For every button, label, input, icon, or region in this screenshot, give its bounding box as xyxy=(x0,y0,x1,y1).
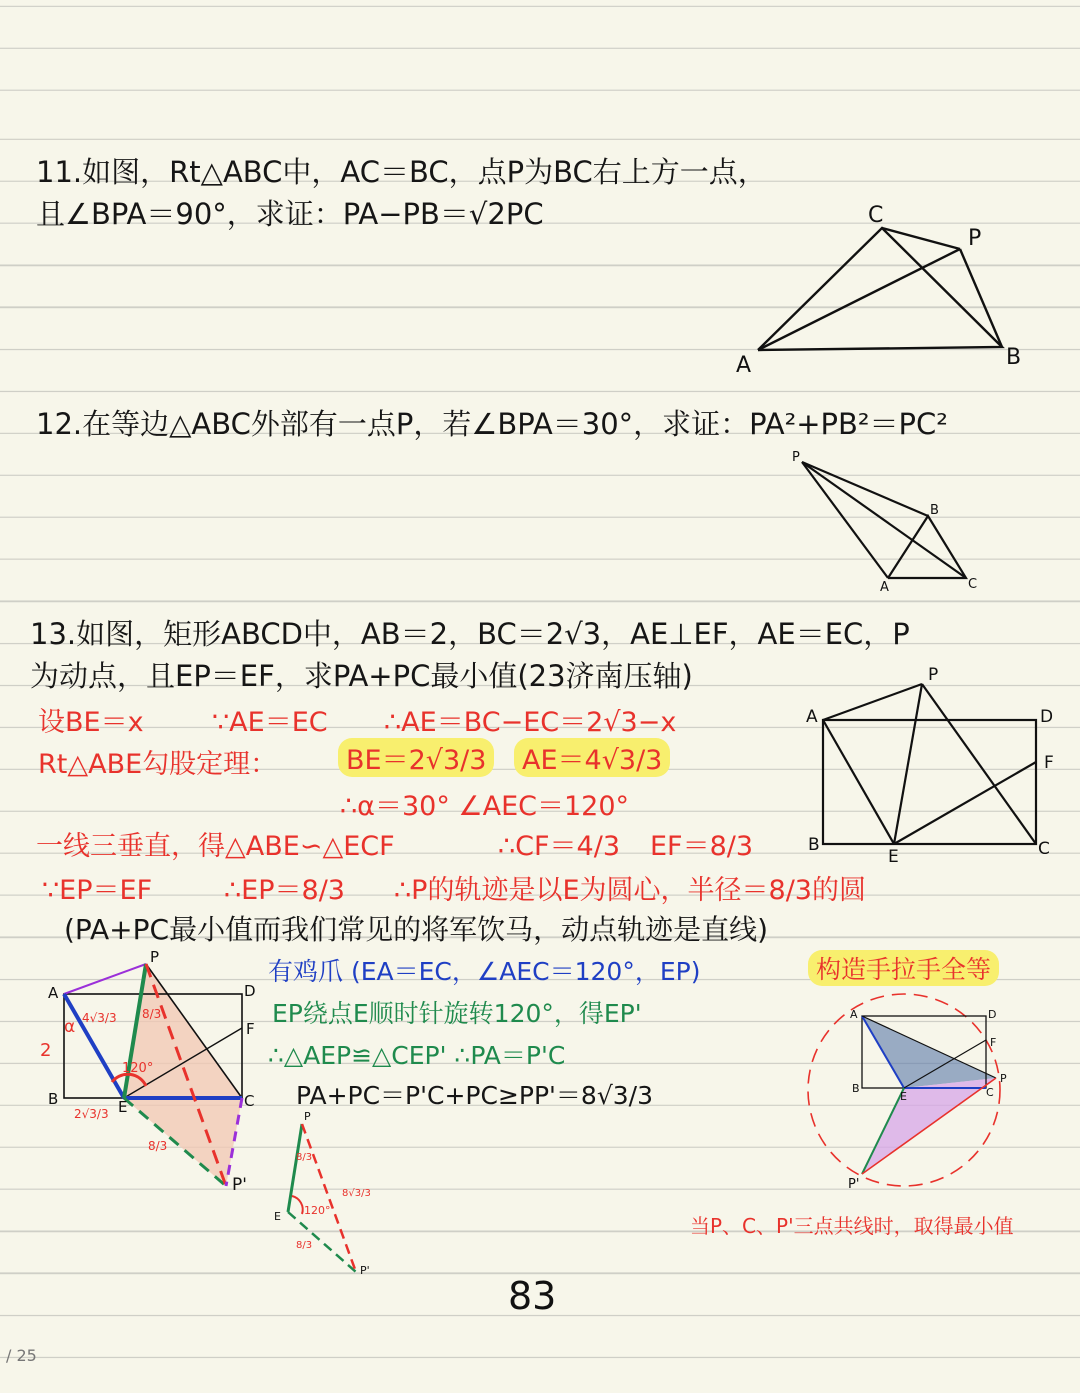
fig-small-pp-length: 8√3/3 xyxy=(342,1188,371,1199)
p12-label-a: A xyxy=(880,580,889,595)
fig-left-ep-length: 8/3 xyxy=(142,1007,162,1021)
solution-hand-in-hand: 构造手拉手全等 xyxy=(808,950,999,986)
p13-label-a: A xyxy=(806,707,818,727)
problem11-line1: 11.如图，Rt△ABC中，AC＝BC，点P为BC右上方一点， xyxy=(36,155,767,189)
fig-circle-label-d: D xyxy=(988,1008,997,1021)
fig-left-label-f: F xyxy=(246,1020,255,1038)
fig-circle-label-c: C xyxy=(986,1086,994,1099)
fig-left-alpha: α xyxy=(64,1017,76,1037)
solution-pythagoras: Rt△ABE勾股定理： xyxy=(38,749,278,780)
solution-ep-value: ∴EP＝8/3 xyxy=(224,875,345,906)
problem11-line2: 且∠BPA＝90°，求证：PA−PB＝√2PC xyxy=(36,197,544,231)
solution-let-be: 设BE＝x xyxy=(38,707,144,738)
fig-left-label-d: D xyxy=(244,982,256,1000)
solution-ef: EF＝8/3 xyxy=(650,831,754,862)
p12-label-b: B xyxy=(930,503,939,518)
fig-circle-label-p2: P' xyxy=(848,1177,860,1192)
p13-label-b: B xyxy=(808,835,820,855)
p13-label-f: F xyxy=(1044,753,1054,773)
fig-small-label-p: P xyxy=(304,1110,311,1123)
problem12-line1: 12.在等边△ABC外部有一点P，若∠BPA＝30°，求证：PA²+PB²＝PC² xyxy=(36,407,948,441)
p11-label-b: B xyxy=(1006,345,1022,370)
p12-label-p: P xyxy=(792,450,800,465)
problem12-figure xyxy=(802,462,966,578)
fig-circle-label-b: B xyxy=(852,1082,860,1095)
fig-left-two: 2 xyxy=(40,1040,52,1061)
fig-small-angle: 120° xyxy=(304,1204,331,1217)
page-number: 83 xyxy=(508,1274,557,1318)
solution-ae-ec: ∵AE＝EC xyxy=(212,707,328,738)
fig-left-label-a: A xyxy=(48,984,59,1002)
solution-rotation: EP绕点E顺时针旋转120°，得EP' xyxy=(272,999,642,1028)
fig-left-label-e: E xyxy=(118,1098,128,1116)
p11-label-p: P xyxy=(968,226,982,251)
fig-small-ep-length: 8/3 xyxy=(296,1152,313,1163)
solution-ae-value: AE＝4√3/3 xyxy=(514,738,670,777)
p13-label-p: P xyxy=(928,665,939,685)
page-counter: / 25 xyxy=(6,1346,37,1365)
fig-small-label-e: E xyxy=(274,1210,281,1223)
fig-left-ep2-length: 8/3 xyxy=(148,1139,168,1153)
solution-ep-ef: ∵EP＝EF xyxy=(42,875,153,906)
fig-circle-label-e: E xyxy=(900,1090,907,1103)
solution-ae-expr: ∴AE＝BC−EC＝2√3−x xyxy=(384,707,677,738)
problem13-line2: 为动点，且EP＝EF，求PA+PC最小值(23济南压轴) xyxy=(30,659,693,693)
solution-remark: (PA+PC最小值而我们常见的将军饮马，动点轨迹是直线) xyxy=(64,913,768,946)
fig-left-be-length: 2√3/3 xyxy=(74,1107,109,1121)
solution-chicken-claw: 有鸡爪 (EA＝EC，∠AEC＝120°，EP) xyxy=(268,957,701,986)
fig-left-label-p: P xyxy=(150,948,160,966)
solution-congruent: ∴△AEP≌△CEP' ∴PA＝P'C xyxy=(268,1041,566,1070)
problem13-figure xyxy=(823,684,1036,844)
p13-label-e: E xyxy=(888,847,899,867)
solution-angles: ∴α＝30° ∠AEC＝120° xyxy=(340,791,630,822)
fig-left-label-b: B xyxy=(48,1090,59,1108)
fig-circle-label-f: F xyxy=(990,1036,997,1049)
solution-locus: ∴P的轨迹是以E为圆心，半径＝8/3的圆 xyxy=(394,875,866,906)
solution-similar: 一线三垂直，得△ABE∽△ECF xyxy=(36,831,395,862)
fig-left-label-p2: P' xyxy=(232,1175,247,1195)
solution-inequality: PA+PC＝P'C+PC≥PP'＝8√3/3 xyxy=(296,1081,653,1110)
fig-small-ep2-length: 8/3 xyxy=(296,1240,313,1251)
fig-left-angle: 120° xyxy=(122,1061,154,1076)
solution-conclusion: 当P、C、P'三点共线时，取得最小值 xyxy=(690,1214,1014,1238)
problem13-line1: 13.如图，矩形ABCD中，AB＝2，BC＝2√3，AE⊥EF，AE＝EC，P xyxy=(30,617,910,651)
p11-label-a: A xyxy=(736,353,752,378)
problem11-figure xyxy=(758,228,1002,350)
p11-label-c: C xyxy=(868,203,884,228)
fig-left-label-c: C xyxy=(244,1092,255,1110)
p13-label-c: C xyxy=(1038,839,1050,859)
solution-cf: ∴CF＝4/3 xyxy=(498,831,621,862)
solution-be-value: BE＝2√3/3 xyxy=(338,738,494,777)
fig-left-ae-length: 4√3/3 xyxy=(82,1011,117,1025)
p13-label-d: D xyxy=(1040,707,1054,727)
fig-circle-label-p: P xyxy=(1000,1072,1007,1085)
p12-label-c: C xyxy=(968,577,978,592)
fig-circle-label-a: A xyxy=(850,1008,858,1021)
fig-small-label-p2: P' xyxy=(360,1264,370,1277)
